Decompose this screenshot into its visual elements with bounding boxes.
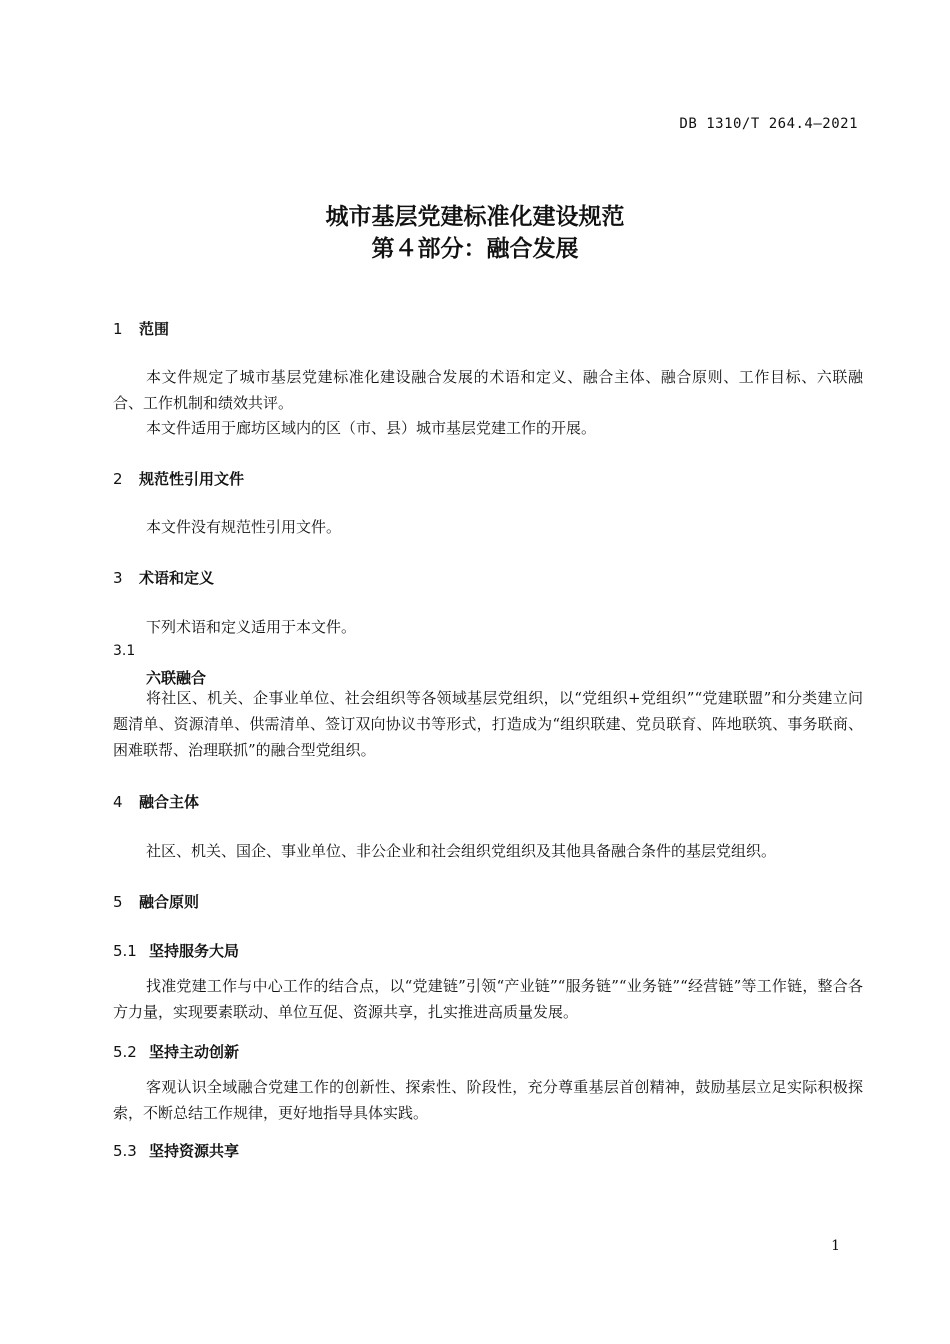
section-heading-principles: [113, 891, 199, 912]
paragraph-scope-2: 本文件适用于廊坊区域内的区（市、县）城市基层党建工作的开展。: [146, 419, 597, 437]
paragraph-scope-1: 本文件规定了城市基层党建标准化建设融合发展的术语和定义、融合主体、融合原则、工作目标、六联融合、工作机制和绩效共评。: [113, 368, 863, 412]
section-title: 范围: [139, 320, 170, 338]
subsection-heading-innovation: [113, 1041, 239, 1062]
section-number: 3: [113, 569, 123, 587]
standard-code: DB 1310/T 264.4—2021: [679, 116, 858, 132]
paragraph-subjects: 社区、机关、国企、事业单位、非公企业和社会组织党组织及其他具备融合条件的基层党组织。: [146, 842, 777, 860]
document-title: 城市基层党建标准化建设规范: [325, 204, 625, 230]
subsection-number: 5.2: [113, 1043, 137, 1061]
subsection-heading-resource-sharing: [113, 1140, 239, 1161]
section-heading-scope: [113, 318, 169, 339]
subsection-title: 坚持主动创新: [149, 1043, 240, 1061]
section-number: 2: [113, 470, 123, 488]
term-definition: 将社区、机关、企事业单位、社会组织等各领域基层党组织，以“党组织+党组织”“党建联盟”和分类建立问题清单、资源清单、供需清单、签订双向协议书等形式，打造成为“组织联建、党员联育、阵地联筑、事务联商、困难联帮、治理联抓”的融合型党组织。: [113, 689, 863, 759]
section-heading-terms: [113, 567, 214, 588]
paragraph-innovation: 客观认识全域融合党建工作的创新性、探索性、阶段性，充分尊重基层首创精神，鼓励基层立足实际积极探索，不断总结工作规律，更好地指导具体实践。: [113, 1078, 863, 1122]
subsection-title: 坚持资源共享: [149, 1142, 240, 1160]
paragraph-references: 本文件没有规范性引用文件。: [146, 518, 342, 536]
page-number: 1: [831, 1238, 840, 1254]
subsection-title: 坚持服务大局: [149, 942, 240, 960]
section-heading-subjects: [113, 791, 199, 812]
term-name: 六联融合: [146, 669, 207, 687]
subsection-heading-serve-overall: [113, 940, 239, 961]
subsection-number: 5.3: [113, 1142, 137, 1160]
section-title: 规范性引用文件: [139, 470, 245, 488]
section-heading-normative-references: [113, 468, 244, 489]
section-number: 4: [113, 793, 123, 811]
paragraph-terms-intro: 下列术语和定义适用于本文件。: [146, 618, 357, 636]
document-subtitle: 第４部分：融合发展: [371, 236, 579, 262]
section-title: 融合主体: [139, 793, 200, 811]
section-number: 1: [113, 320, 123, 338]
paragraph-serve-overall: 找准党建工作与中心工作的结合点，以“党建链”引领“产业链”“服务链”“业务链”“经营链”等工作链，整合各方力量，实现要素联动、单位互促、资源共享，扎实推进高质量发展。: [113, 977, 863, 1021]
section-title: 融合原则: [139, 893, 200, 911]
section-number: 5: [113, 893, 123, 911]
section-title: 术语和定义: [139, 569, 215, 587]
term-number: 3.1: [113, 643, 136, 659]
subsection-number: 5.1: [113, 942, 137, 960]
